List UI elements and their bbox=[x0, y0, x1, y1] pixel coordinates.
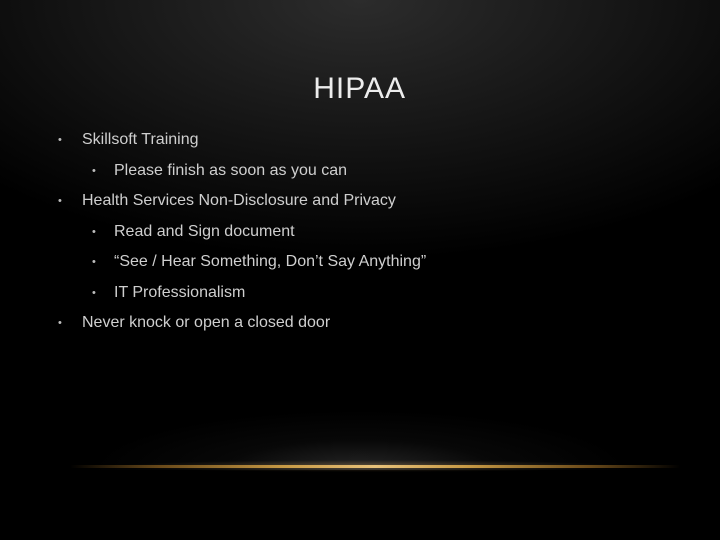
slide-title: HIPAA bbox=[313, 72, 406, 105]
bullet-text: Skillsoft Training bbox=[82, 131, 199, 148]
bullet-dot-icon: • bbox=[58, 317, 62, 329]
bullet-dot-icon: • bbox=[58, 134, 62, 146]
bullet-dot-icon: • bbox=[58, 195, 62, 207]
bullet-text: IT Professionalism bbox=[114, 284, 246, 301]
bullet-text: Please finish as soon as you can bbox=[114, 162, 348, 179]
bullet-text: “See / Hear Something, Don’t Say Anything” bbox=[114, 253, 427, 270]
bullet-dot-icon: • bbox=[92, 226, 96, 238]
bullet-dot-icon: • bbox=[92, 165, 96, 177]
bullet-text: Never knock or open a closed door bbox=[82, 314, 331, 331]
accent-line bbox=[70, 465, 680, 468]
bullet-text: Health Services Non-Disclosure and Privacy bbox=[82, 192, 396, 209]
bullet-text: Read and Sign document bbox=[114, 223, 295, 240]
bullet-dot-icon: • bbox=[92, 256, 96, 268]
bullet-dot-icon: • bbox=[92, 287, 96, 299]
